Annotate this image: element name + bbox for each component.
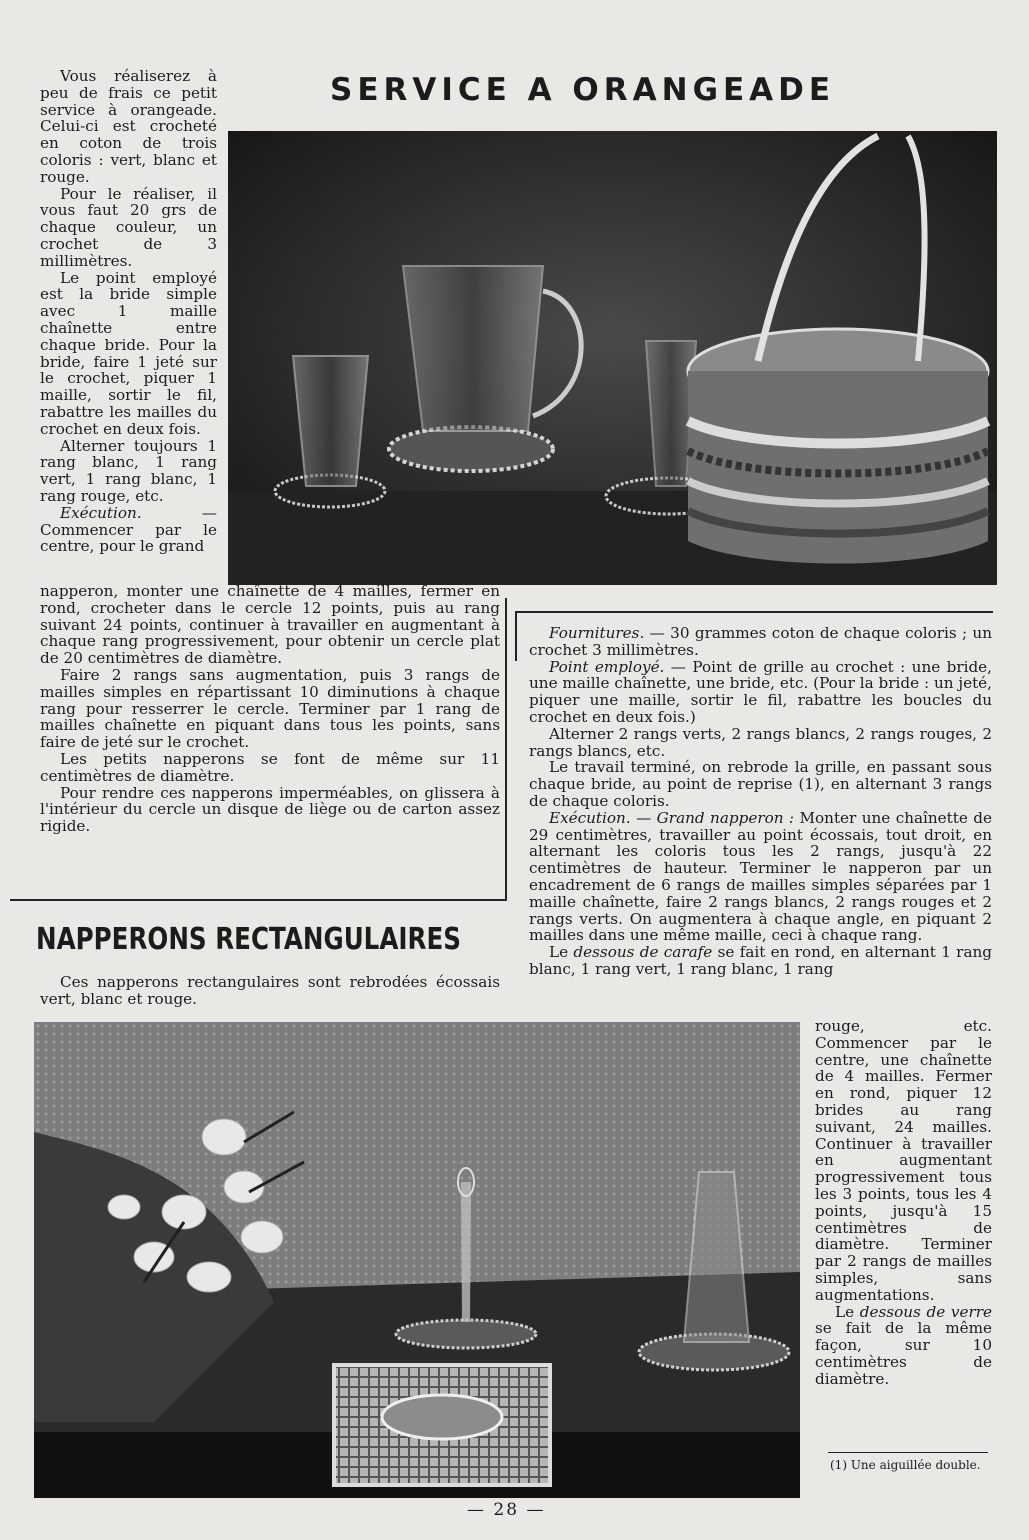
execution-label: Exécution. (60, 503, 142, 522)
page-number: — 28 — (467, 1500, 546, 1520)
article2-right-column (529, 625, 992, 978)
article2-intro-text: Ces napperons rectangulaires sont rebrodées écossais vert, blanc et rouge. (40, 973, 500, 1008)
verre-label: dessous de verre (859, 1302, 992, 1321)
execution-paragraph (40, 505, 217, 555)
fournitures-text: — 30 grammes coton de chaque coloris ; un crochet 3 millimètres. (529, 624, 992, 659)
carafe-label: dessous de carafe (573, 943, 713, 962)
box-rule-bottom (10, 899, 507, 901)
alterner-paragraph: Alterner 2 rangs verts, 2 rangs blancs, 2 rangs rouges, 2 rangs blancs, etc. (529, 724, 992, 760)
orangeade-service-photo (228, 131, 997, 585)
article2-intro (40, 974, 500, 1008)
napperons-illustration (34, 1022, 800, 1498)
point-label: Point employé. (549, 657, 665, 676)
carafe-continuation: rouge, etc. Commencer par le centre, une chaînette de 4 mailles. Fermer en rond, piquer 12 brides au rang suivant, 24 mailles. Continuer à travailler en augmentant progressivement tous les 3 points, tous les 4 points, jusqu'à 15 centimètres de diamètre. Terminer par 2 rangs de mailles simples, sans augmentations. (815, 1017, 992, 1304)
intro-paragraph-3: Le point employé est la bride simple avec 1 maille chaînette entre chaque bride. Pour la bride, faire 1 jeté sur le crochet, piquer 1 maille, sortir le fil, rabattre les mailles du crochet en deux fois. (40, 268, 217, 438)
verre-prefix: Le (835, 1302, 860, 1321)
grand-napperon-paragraph (529, 810, 992, 944)
fournitures-paragraph (529, 625, 992, 659)
intro-paragraph-2: Pour le réaliser, il vous faut 20 grs de chaque couleur, un crochet de 3 millimètres. (40, 184, 217, 270)
grand-napperon-text: Monter une chaînette de 29 centimètres, travailler au point écossais, tout droit, en alternant les coloris tous les 2 rangs, jusqu'à 22 centimètres de hauteur. Terminer le napperon par un encadrement de 6 rangs de mailles simples séparées par 1 maille chaînette, faire 2 rangs blancs, 2 rangs rouges et 2 rangs verts. On augmentera à chaque angle, en piquant 2 mailles dans une même maille, ceci à chaque rang. (529, 808, 992, 945)
verre-paragraph (815, 1304, 992, 1388)
box-rule-right (505, 598, 507, 900)
rebrode-paragraph: Le travail terminé, on rebrode la grille, en passant sous chaque bride, au point de reprise (1), en alternant 3 rangs de chaque coloris. (529, 758, 992, 810)
napperons-title: NAPPERONS RECTANGULAIRES (36, 922, 462, 957)
article1-body (40, 583, 500, 835)
verre-text: se fait de la même façon, sur 10 centimètres de diamètre. (815, 1319, 992, 1388)
point-paragraph (529, 659, 992, 726)
execution-continuation: napperon, monter une chaînette de 4 mailles, fermer en rond, crocheter dans le cercle 12 points, puis au rang suivant 24 points, continuer à travailler en augmentant à chaque rang progressivement, pour obtenir un cercle plat de 20 centimètres de diamètre. (40, 582, 500, 668)
intro-column (40, 68, 217, 555)
orangeade-service-illustration (228, 131, 997, 585)
intro-paragraph-4: Alterner toujours 1 rang blanc, 1 rang vert, 1 rang blanc, 1 rang rouge, etc. (40, 436, 217, 505)
footnote-rule (828, 1452, 988, 1453)
carafe-prefix: Le (549, 943, 574, 962)
article1-paragraph-7: Les petits napperons se font de même sur 11 centimètres de diamètre. (40, 749, 500, 785)
fournitures-label: Fournitures. (549, 624, 645, 642)
grand-napperon-label: Exécution. — Grand napperon : (549, 808, 795, 827)
column2-rule-top (515, 611, 993, 613)
service-orangeade-title: SERVICE A ORANGEADE (330, 72, 836, 108)
intro-paragraph-1: Vous réaliserez à peu de frais ce petit service à orangeade. Celui-ci est crocheté en coton de trois coloris : vert, blanc et rouge. (40, 67, 217, 186)
footnote: (1) Une aiguillée double. (830, 1458, 981, 1472)
article1-paragraph-8: Pour rendre ces napperons imperméables, on glissera à l'intérieur du cercle un disque de liège ou de carton assez rigide. (40, 783, 500, 836)
execution-text-start: — Commencer par le centre, pour le grand (40, 503, 217, 556)
carafe-text: se fait en rond, en alternant 1 rang blanc, 1 rang vert, 1 rang blanc, 1 rang (529, 943, 992, 978)
column2-rule-left (515, 611, 517, 661)
carafe-paragraph (529, 944, 992, 978)
napperons-photo (34, 1022, 800, 1498)
article1-paragraph-6: Faire 2 rangs sans augmentation, puis 3 rangs de mailles simples en répartissant 10 diminutions à chaque rang pour resserrer le cercle. Terminer par 1 rang de mailles chaînette en piquant dans tous les points, sans faire de jeté sur le crochet. (40, 665, 500, 752)
point-text: — Point de grille au crochet : une bride, une maille chaînette, une bride, etc. (Pour la bride : un jeté, piquer une maille, sortir le fil, rabattre les boucles du crochet en deux fois.) (529, 657, 992, 726)
article2-narrow-column (815, 1018, 992, 1388)
